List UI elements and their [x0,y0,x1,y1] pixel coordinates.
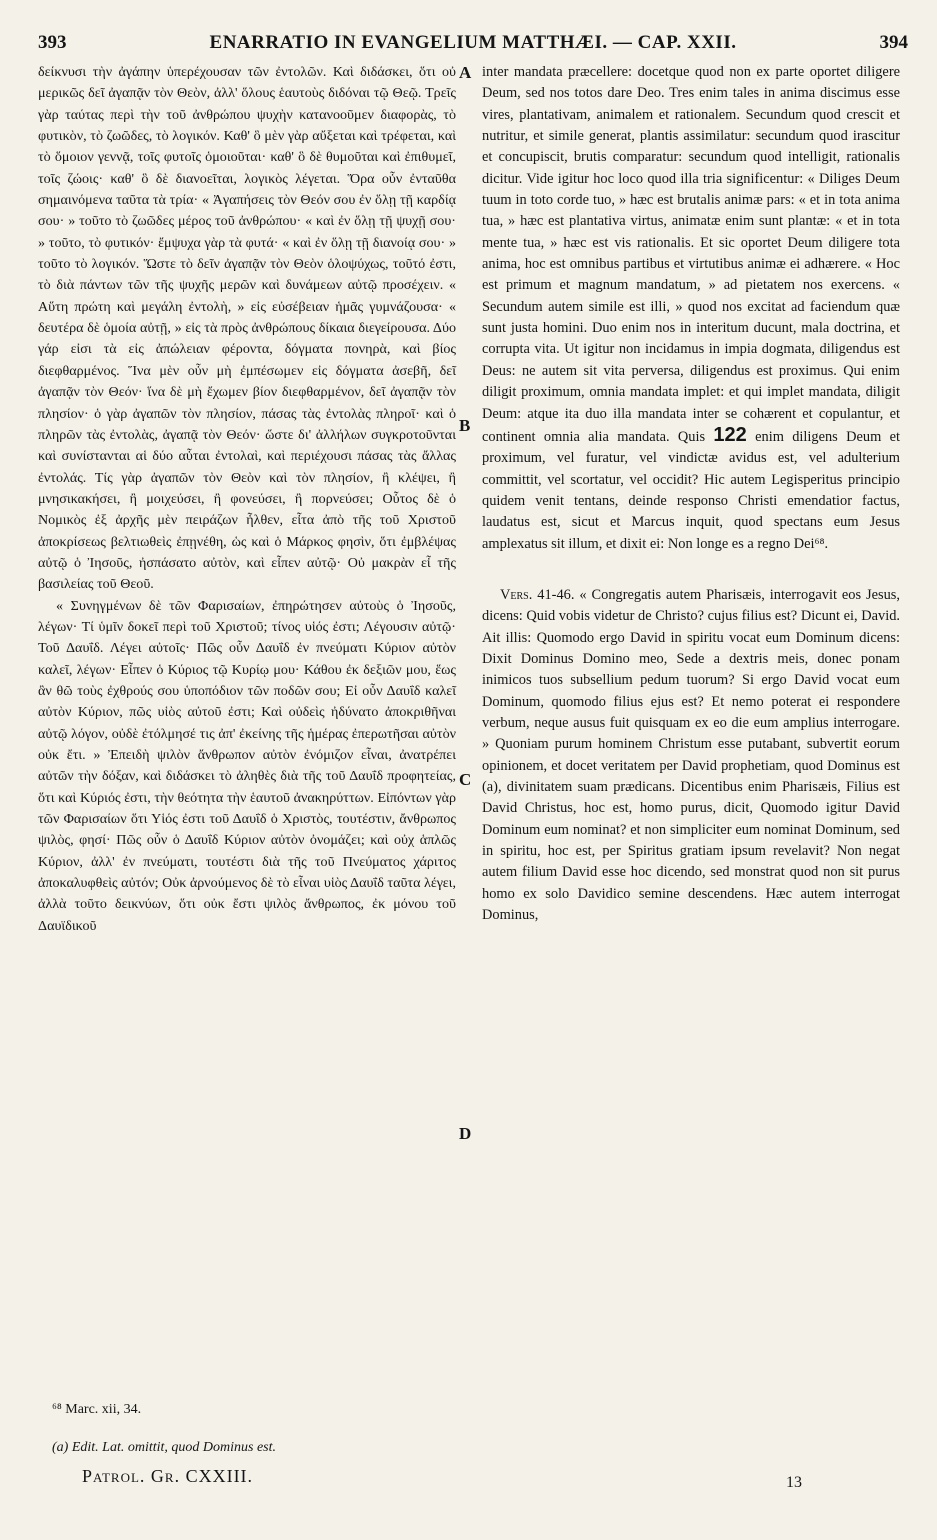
footnote-68: ⁶⁸ Marc. xii, 34. [52,1402,142,1417]
running-head [38,32,908,58]
margin-letter-c: C [459,770,472,789]
greek-column [38,62,456,937]
latin-paragraph-2 [482,585,900,927]
sheet-number: 13 [786,1474,802,1491]
margin-letter-d: D [459,1124,472,1143]
running-title: ENARRATIO IN EVANGELIUM MATTHÆI. — CAP. XXII. [209,32,737,53]
page-number-left: 393 [38,32,67,53]
margin-letter-a: A [459,63,472,82]
latin-column [482,62,900,926]
latin-text-1b: enim diligens Deum et proximum, vel furatur, vel vindictæ avidus est, vel adulterium committit, vel scortatur, vel occidit? Hic autem Legisperitus principio quidem venit tentans, deinde responso Christi emendatior factus, laudatus est, sicut et Marcus inquit, quod spectans eum Jesus amplexatus sit illum, et dixit ei: Non longe es a regno Dei⁶⁸. [482,428,900,552]
verse-label: Vers. 41-46. [500,586,575,603]
greek-paragraph-1: δείκνυσι τὴν ἀγάπην ὑπερέχουσαν τῶν ἐντολῶν. Καὶ διδάσκει, ὅτι οὐ μερικῶς δεῖ ἀγαπᾷν τὸν Θεὸν, ἀλλ' ὅλους ἑαυτοὺς διδόναι τῷ Θεῷ. Τρεῖς γὰρ ταύτας περὶ τὴν τοῦ ἀνθρώπου ψυχὴν κατανοοῦμεν διαφορὰς, τὸ φυτικὸν, τὸ ζωῶδες, τὸ λογικόν. Καθ' ὃ μὲν γὰρ αὔξεται καὶ τρέφεται, καὶ τὸ ὅμοιον γεννᾷ, τοῖς φυτοῖς ὁμοιοῦται· καθ' ὃ δὲ θυμοῦται καὶ ἐπιθυμεῖ, τοῖς ζώοις· καθ' ὃ δὲ διανοεῖται, λογικὸς λέγεται. Ὅρα οὖν ἐνταῦθα σημαινόμενα ταῦτα τὰ τρία· « Ἀγαπήσεις τὸν Θεόν σου ἐν ὅλῃ τῇ καρδίᾳ σου· » τοῦτο τὸ ζωῶδες μέρος τοῦ ἀνθρώπου· « καὶ ἐν ὅλῃ τῇ ψυχῇ σου· » τοῦτο, τὸ φυτικόν· ἔμψυχα γὰρ τὰ φυτά· « καὶ ἐν ὅλῃ τῇ διανοίᾳ σου· » τοῦτο τὸ λογικόν. Ὥστε τὸ δεῖν ἀγαπᾷν τὸν Θεὸν ὁλοψύχως, τοῦτό ἐστι, τὸ διὰ πάντων τῶν τῆς ψυχῆς μερῶν καὶ δυνάμεων αὐτῷ προσέχειν. « Αὕτη πρώτη καὶ μεγάλη ἐντολὴ, » εἰς εὐσέβειαν ἡμᾶς γυμνάζουσα· « δευτέρα δὲ ὁμοία αὐτῇ, » εἰς τὰ πρὸς ἀνθρώπους δίκαια διεγείρουσα. Δύο γάρ εἰσι τὰ εἰς ἀπώλειαν φέροντα, δόγματα πονηρὰ, καὶ βίος διεφθαρμένος. Ἵνα μὲν οὖν μὴ ἐμπέσωμεν εἰς δόγματα ἀσεβῆ, δεῖ ἀγαπᾷν τὸν Θεόν· ἵνα δὲ μὴ ἔχωμεν βίον διεφθαρμένον, δεῖ ἀγαπᾷν τὸν πλησίον· ὁ γὰρ ἀγαπῶν τὸν πλησίον, πάσας τὰς ἐντολὰς πληροῖ· καὶ ὁ πληρῶν τὰς ἐντολὰς, ἀγαπᾷ τὸν Θεόν· ὥστε δι' ἀλλήλων συγκροτοῦνται καὶ συνίστανται αἱ δύο αὗται ἐντολαὶ, καὶ περιέχουσι πάσας τὰς ἄλλας ἐντολάς. Τίς γὰρ ἀγαπῶν τὸν Θεὸν καὶ τὸν πλησίον, ἢ κλέψει, ἢ μνησικακήσει, ἢ μοιχεύσει, ἢ φονεύσει, ἢ πορνεύσει; Οὗτος δὲ ὁ Νομικὸς ἐξ ἀρχῆς μὲν πειράζων ἦλθεν, εἶτα ἀπὸ τῆς τοῦ Χριστοῦ ἀποκρίσεως βελτιωθεὶς ἐπῃνέθη, ὡς καὶ ὁ Μάρκος φησὶν, ὅτι ἐμβλέψας αὐτῷ ὁ Ἰησοῦς, ἠσπάσατο αὐτὸν, καὶ εἶπεν αὐτῷ· Οὐ μακρὰν εἶ τῆς βασιλείας τοῦ Θεοῦ. [38,64,456,593]
printer-signature: Patrol. Gr. CXXIII. [82,1466,254,1486]
page-number-right: 394 [879,32,908,53]
footnote-a: (a) Edit. Lat. omittit, quod Dominus est. [52,1440,276,1455]
column-number: 122 [713,423,747,446]
latin-paragraph-1 [482,62,900,555]
margin-letter-b: B [459,416,471,435]
latin-text-1a: inter mandata præcellere: docetque quod non ex parte oportet diligere Deum, sed nos totos dare Deo. Tres enim tales in anima discimus esse vires, plantativam, animalem et rationalem. Secundum quod crescit et nutritur, et simile generat, plantis assimilatur: secundum quod irascitur et concupiscit, brutis comparatur: secundum quod intelligit, rationalis dicitur. Vide igitur hoc loco quod illa tria significentur: « Diliges Deum tuum in toto corde tuo, » hæc est brutalis animæ pars: « et in tota anima tua, » hæc est plantativa virtus, animatæ enim sunt plantæ: « et in tota mente tua, » hæc est vis rationalis. Et sic oportet Deum diligere tota anima, hoc est omnibus partibus et virtutibus animæ ei adhærere. « Hoc est primum et magnum mandatum, » ad pietatem nos exercens. « Secundum autem simile est illi, » quod nos excitat ad faciendum quæ sunt justa homini. Duo enim nos in interitum ducunt, mala doctrina, et corrupta vita. Ut igitur non incidamus in impia dogmata, diligendus est Deus: ne autem sit vita perversa, diligendus est proximus. Qui enim diligit proximum, omnia mandata implet: et qui implet mandata, diligit Deum: atque ita duo illa mandata inter se cohærent et copulantur, et continent omnia alia mandata. Quis [482,64,900,445]
greek-paragraph-2: « Συνηγμένων δὲ τῶν Φαρισαίων, ἐπηρώτησεν αὐτοὺς ὁ Ἰησοῦς, λέγων· Τί ὑμῖν δοκεῖ περὶ τοῦ Χριστοῦ; τίνος υἱός ἐστι; Λέγουσιν αὐτῷ· Τοῦ Δαυΐδ. Λέγει αὐτοῖς· Πῶς οὖν Δαυΐδ ἐν πνεύματι Κύριον αὐτὸν καλεῖ, λέγων· Εἶπεν ὁ Κύριος τῷ Κυρίῳ μου· Κάθου ἐκ δεξιῶν μου, ἕως ἂν θῶ τοὺς ἐχθρούς σου ὑποπόδιον τῶν ποδῶν σου; Εἰ οὖν Δαυΐδ καλεῖ αὐτὸν Κύριον, πῶς υἱὸς αὐτοῦ ἐστι; Καὶ οὐδεὶς ἠδύνατο ἀποκριθῆναι αὐτῷ λόγον, οὐδὲ ἐτόλμησέ τις ἀπ' ἐκείνης τῆς ἡμέρας ἐπερωτῆσαι αὐτὸν οὐκ ἔτι. » Ἐπειδὴ ψιλὸν ἄνθρωπον αὐτὸν ἐνόμιζον εἶναι, ἀνατρέπει αὐτῶν τὴν δόξαν, καὶ διδάσκει τὸ ἀληθὲς διὰ τῆς τοῦ Δαυΐδ προφητείας, ὅτι καὶ Κύριός ἐστι, τὴν θεότητα τὴν ἑαυτοῦ ἀνακηρύττων. Εἰπόντων γὰρ τῶν Φαρισαίων ὅτι Υἱός ἐστι τοῦ Δαυΐδ ὁ Χριστὸς, τουτέστιν, ἄνθρωπος ψιλὸς, φησί· Πῶς οὖν ὁ Δαυΐδ Κύριον αὐτὸν ὀνομάζει; καὶ οὐχ ἁπλῶς Κύριον, ἀλλ' ἐν πνεύματι, τουτέστι διὰ τῆς τοῦ Πνεύματος χάριτος ἀποκαλυφθεὶς αὐτόν; Οὐκ ἀρνούμενος δὲ τὸ εἶναι υἱὸς Δαυΐδ ταῦτα λέγει, ἀλλὰ τοῦτο δεικνύων, ὅτι οὐκ ἔστι ψιλὸς ἄνθρωπος, ἐκ μόνου τοῦ Δαυϊδικοῦ [38,597,456,934]
latin-text-2: « Congregatis autem Pharisæis, interrogavit eos Jesus, dicens: Quid vobis videtur de Christo? cujus filius est? Dicunt ei, David. Ait illis: Quomodo ergo David in spiritu vocat eum Dominum dicens: Dixit Dominus Domino meo, Sede a dextris meis, donec ponam inimicos tuos subsellium pedum tuorum? Si ergo David vocat eum Dominum, quomodo filius ejus est? Et nemo poterat ei respondere verbum, neque ausus fuit quisquam ex eo die eum amplius interrogare. » Quoniam purum hominem Christum esse putabant, subvertit eorum opinionem, et docet veritatem per David prophetiam, quod Dominus est (a), divinitatem suam prædicans. Dicentibus enim Pharisæis, Filius est David Christus, hoc est, homo purus, dicit, Quomodo igitur David Dominum eum nominat? et non simpliciter eum nominat Dominum, sed in spiritu, hoc est, per Spiritus gratiam ipsum revelavit? Non negat autem filium David esse hoc dicendo, sed monstrat quod non sit purus homo ex solo Davidico semine descendens. Hæc autem interrogat Dominus, [482,586,900,924]
